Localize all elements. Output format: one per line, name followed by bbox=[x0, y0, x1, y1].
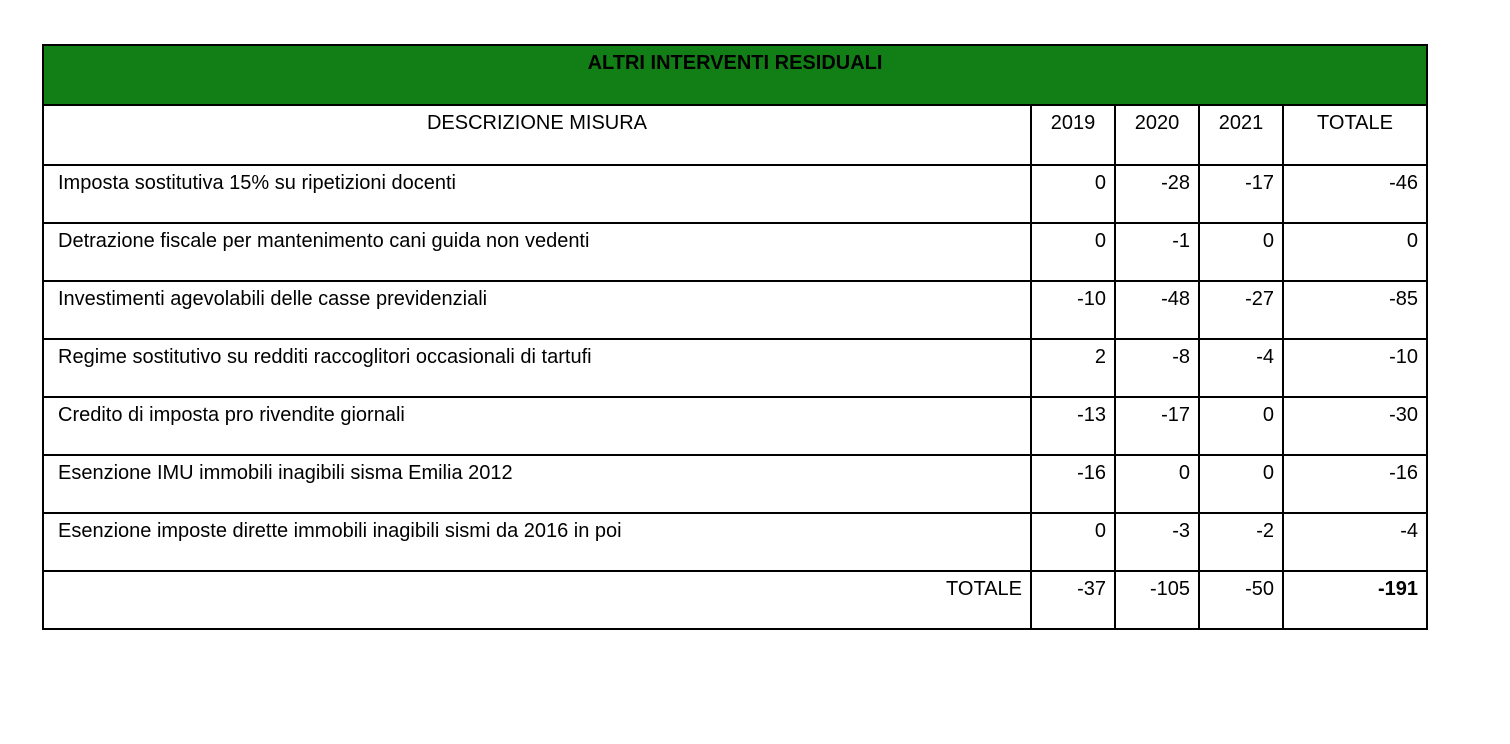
table-row bbox=[43, 223, 1427, 281]
table-row bbox=[43, 339, 1427, 397]
total-2021: -50 bbox=[1199, 571, 1283, 629]
cell-2020: 0 bbox=[1115, 455, 1199, 513]
cell-2021: 0 bbox=[1199, 455, 1283, 513]
total-2019: -37 bbox=[1031, 571, 1115, 629]
table-row bbox=[43, 397, 1427, 455]
cell-2020: -48 bbox=[1115, 281, 1199, 339]
cell-2019: 0 bbox=[1031, 513, 1115, 571]
header-row bbox=[43, 105, 1427, 165]
cell-2019: 2 bbox=[1031, 339, 1115, 397]
cell-total: -30 bbox=[1283, 397, 1427, 455]
table-row bbox=[43, 165, 1427, 223]
table-row bbox=[43, 455, 1427, 513]
cell-total: -4 bbox=[1283, 513, 1427, 571]
cell-2021: 0 bbox=[1199, 397, 1283, 455]
total-2020: -105 bbox=[1115, 571, 1199, 629]
cell-total: -16 bbox=[1283, 455, 1427, 513]
cell-total: -85 bbox=[1283, 281, 1427, 339]
row-description: Investimenti agevolabili delle casse previdenziali bbox=[43, 281, 1031, 339]
cell-2021: 0 bbox=[1199, 223, 1283, 281]
cell-2020: -3 bbox=[1115, 513, 1199, 571]
header-2020: 2020 bbox=[1115, 105, 1199, 165]
row-description: Esenzione IMU immobili inagibili sisma Emilia 2012 bbox=[43, 455, 1031, 513]
cell-2021: -27 bbox=[1199, 281, 1283, 339]
row-description: Imposta sostitutiva 15% su ripetizioni docenti bbox=[43, 165, 1031, 223]
measures-table bbox=[42, 44, 1428, 630]
header-2021: 2021 bbox=[1199, 105, 1283, 165]
row-description: Credito di imposta pro rivendite giornali bbox=[43, 397, 1031, 455]
cell-2021: -2 bbox=[1199, 513, 1283, 571]
cell-2019: 0 bbox=[1031, 223, 1115, 281]
cell-total: -46 bbox=[1283, 165, 1427, 223]
cell-2021: -4 bbox=[1199, 339, 1283, 397]
header-2019: 2019 bbox=[1031, 105, 1115, 165]
cell-2020: -17 bbox=[1115, 397, 1199, 455]
cell-2020: -28 bbox=[1115, 165, 1199, 223]
cell-2020: -8 bbox=[1115, 339, 1199, 397]
header-description: DESCRIZIONE MISURA bbox=[43, 105, 1031, 165]
cell-2020: -1 bbox=[1115, 223, 1199, 281]
table-row bbox=[43, 281, 1427, 339]
title-row bbox=[43, 45, 1427, 105]
row-description: Detrazione fiscale per mantenimento cani guida non vedenti bbox=[43, 223, 1031, 281]
cell-2021: -17 bbox=[1199, 165, 1283, 223]
table-row bbox=[43, 513, 1427, 571]
row-description: Esenzione imposte dirette immobili inagibili sismi da 2016 in poi bbox=[43, 513, 1031, 571]
totals-row bbox=[43, 571, 1427, 629]
grand-total: -191 bbox=[1283, 571, 1427, 629]
cell-2019: -13 bbox=[1031, 397, 1115, 455]
totals-label: TOTALE bbox=[43, 571, 1031, 629]
table-title: ALTRI INTERVENTI RESIDUALI bbox=[43, 45, 1427, 105]
cell-total: 0 bbox=[1283, 223, 1427, 281]
cell-total: -10 bbox=[1283, 339, 1427, 397]
cell-2019: 0 bbox=[1031, 165, 1115, 223]
row-description: Regime sostitutivo su redditi raccoglitori occasionali di tartufi bbox=[43, 339, 1031, 397]
cell-2019: -16 bbox=[1031, 455, 1115, 513]
cell-2019: -10 bbox=[1031, 281, 1115, 339]
header-total: TOTALE bbox=[1283, 105, 1427, 165]
